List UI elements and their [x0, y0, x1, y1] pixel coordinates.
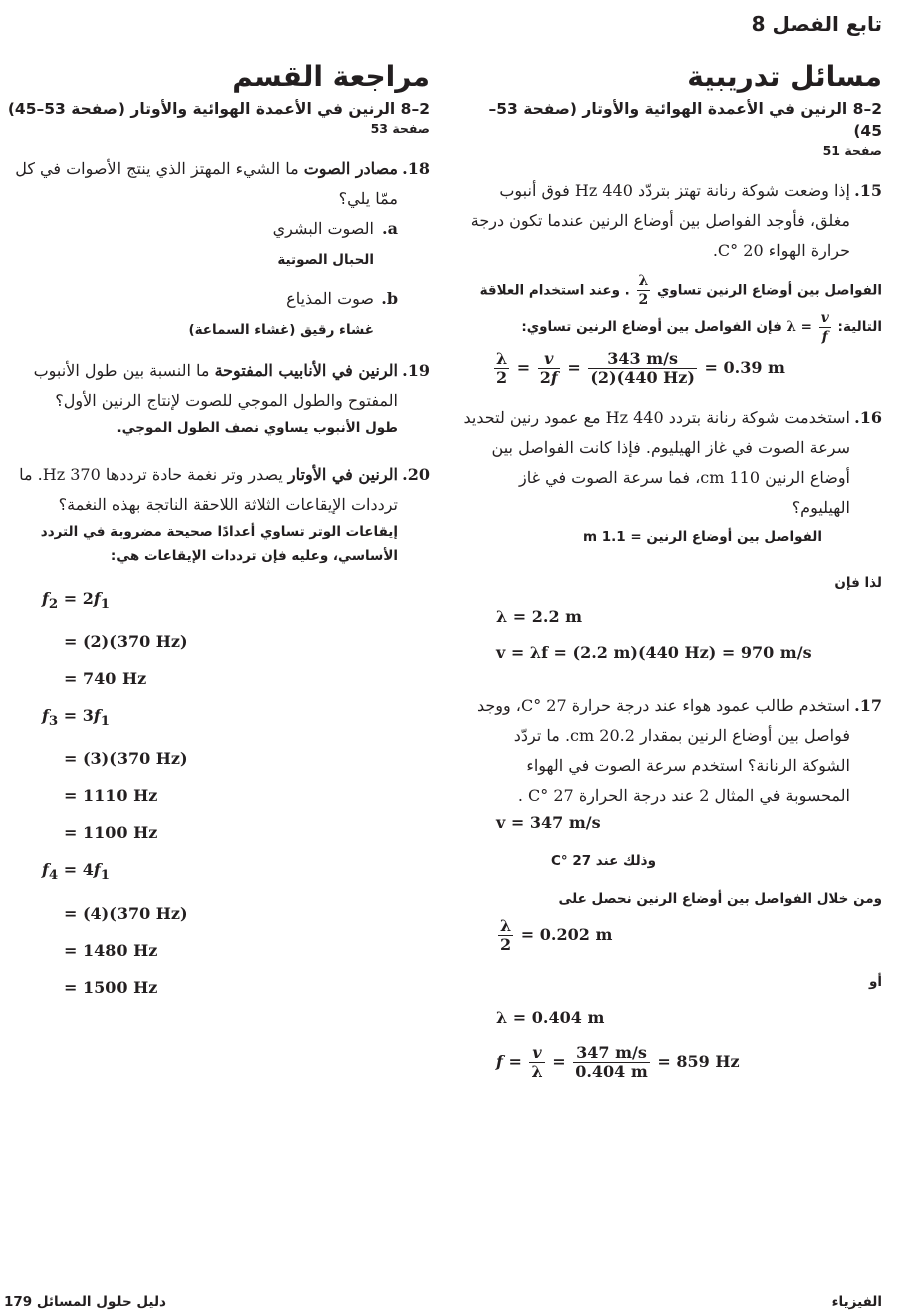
- answer-line: التالية: λ = $\frac{v}{f}$ فإن الفواصل بين أوضاع الرنين تساوي:: [521, 310, 882, 345]
- problem-text: استخدم طالب عمود هواء عند درجة حرارة 27 °C، ووجد فواصل بين أوضاع الرنين بمقدار 20.2 cm. ما تردّد الشوكة الرنانة؟ استخدم سرعة الصوت في الهواء المحسوبة في المثال 2 عند درجة الحرارة 27 °C .: [476, 696, 850, 805]
- problem-16: [462, 403, 882, 523]
- equation: $f_3 = 3f_1$: [42, 706, 111, 730]
- problem-20: [2, 460, 430, 520]
- equation: = 1110 Hz: [64, 786, 158, 806]
- chapter-header: تابع الفصل 8: [751, 12, 882, 36]
- answer-line: إيقاعات الوتر تساوي أعدادًا صحيحة مضروبة في التردد الأساسي، وعليه فإن ترددات الإيقاعات هي:: [40, 524, 398, 564]
- answer-line: الفواصل بين أوضاع الرنين = 1.1 m: [582, 529, 822, 545]
- problem-number: 19.: [402, 361, 430, 380]
- answer-line: لذا فإن: [834, 575, 882, 591]
- equation: v = 347 m/s: [496, 813, 601, 832]
- section-subtitle: 2–8 الرنين في الأعمدة الهوائية والأوتار (صفحة 53–45): [7, 100, 430, 118]
- problem-19: [2, 356, 430, 416]
- answer-line: الفواصل بين أوضاع الرنين تساوي $\frac{\lambda}{2}$ . وعند استخدام العلاقة: [479, 273, 882, 308]
- equation: = (3)(370 Hz): [64, 749, 188, 769]
- sub-item-a: a. الصوت البشري: [272, 219, 398, 238]
- answer-line: ومن خلال الفواصل بين أوضاع الرنين نحصل على: [558, 891, 882, 907]
- practice-problems-column: [462, 58, 882, 1081]
- problem-text: الرنين في الأوتار يصدر وتر نغمة حادة ترددها 370 Hz. ما ترددات الإيقاعات الثلاثة اللاحقة الناتجة بهذه النغمة؟: [19, 465, 398, 514]
- answer-line: غشاء رقيق (غشاء السماعة): [188, 322, 374, 338]
- problem-text: الرنين في الأنابيب المفتوحة ما النسبة بين طول الأنبوب المفتوح والطول الموجي للصوت لإنتاج الرنين الأول؟: [33, 361, 398, 410]
- problem-number: 20.: [402, 465, 430, 484]
- answer-line: وذلك عند 27 °C: [550, 853, 656, 869]
- equation: = 1480 Hz: [64, 940, 158, 960]
- footer-subject: الفيزياء: [831, 1294, 882, 1310]
- harmonics-equations: [2, 580, 430, 1006]
- sub-item-b: b. صوت المذياع: [286, 289, 398, 308]
- problem-number: 17.: [854, 696, 882, 715]
- problem-text: استخدمت شوكة رنانة بتردد 440 Hz مع عمود رنين لتحديد سرعة الصوت في غاز الهيليوم. فإذا كانت الفواصل بين أوضاع الرنين 110 cm، فما سرعة الصوت في غاز الهيليوم؟: [463, 408, 850, 517]
- equation: f = $\frac{v}{\lambda}$ = $\frac{347 m/s}{0.404 m}$ = 859 Hz: [496, 1043, 740, 1081]
- section-subtitle: 2–8 الرنين في الأعمدة الهوائية والأوتار (صفحة 53–45): [488, 100, 882, 140]
- equation: = (4)(370 Hz): [64, 903, 188, 923]
- section-title: مسائل تدريبية: [687, 60, 882, 93]
- equation: = (2)(370 Hz): [64, 632, 188, 652]
- equation: = 740 Hz: [64, 669, 147, 689]
- problem-18: [2, 154, 430, 214]
- equation: $\frac{\lambda}{2}$ = $\frac{v}{2f}$ = $\frac{343 m/s}{(2)(440 Hz)}$ = 0.39 m: [496, 349, 785, 387]
- equation: λ = 0.404 m: [496, 1008, 605, 1027]
- problem-text: مصادر الصوت ما الشيء المهتز الذي ينتج الأصوات في كل ممّا يلي؟: [15, 159, 398, 208]
- problem-17: [462, 691, 882, 811]
- equation: $f_4 = 4f_1$: [42, 860, 111, 884]
- equation: v = λf = (2.2 m)(440 Hz) = 970 m/s: [496, 643, 812, 662]
- page-reference: صفحة 51: [822, 143, 882, 158]
- equation: = 1500 Hz: [64, 977, 158, 997]
- problem-number: 16.: [854, 408, 882, 427]
- equation: $\frac{\lambda}{2}$ = 0.202 m: [500, 916, 613, 954]
- answer-line: الحبال الصوتية: [277, 252, 374, 268]
- problem-text: إذا وضعت شوكة رنانة تهتز بتردّد 440 Hz فوق أنبوب مغلق، فأوجد الفواصل بين أوضاع الرنين عندما تكون درجة حرارة الهواء 20 °C.: [470, 181, 850, 260]
- section-review-column: [2, 58, 430, 1006]
- problem-number: 18.: [402, 159, 430, 178]
- problem-number: 15.: [854, 181, 882, 200]
- equation: = 1100 Hz: [64, 823, 158, 843]
- equation: $f_2 = 2f_1$: [42, 589, 111, 613]
- answer-line: طول الأنبوب يساوي نصف الطول الموجي.: [116, 420, 398, 436]
- page-reference: صفحة 53: [370, 121, 430, 136]
- equation: λ = 2.2 m: [496, 607, 583, 626]
- answer-line: أو: [868, 974, 882, 990]
- footer-page-number: دليل حلول المسائل 179: [4, 1294, 166, 1310]
- section-title: مراجعة القسم: [232, 60, 430, 93]
- problem-15: [462, 176, 882, 266]
